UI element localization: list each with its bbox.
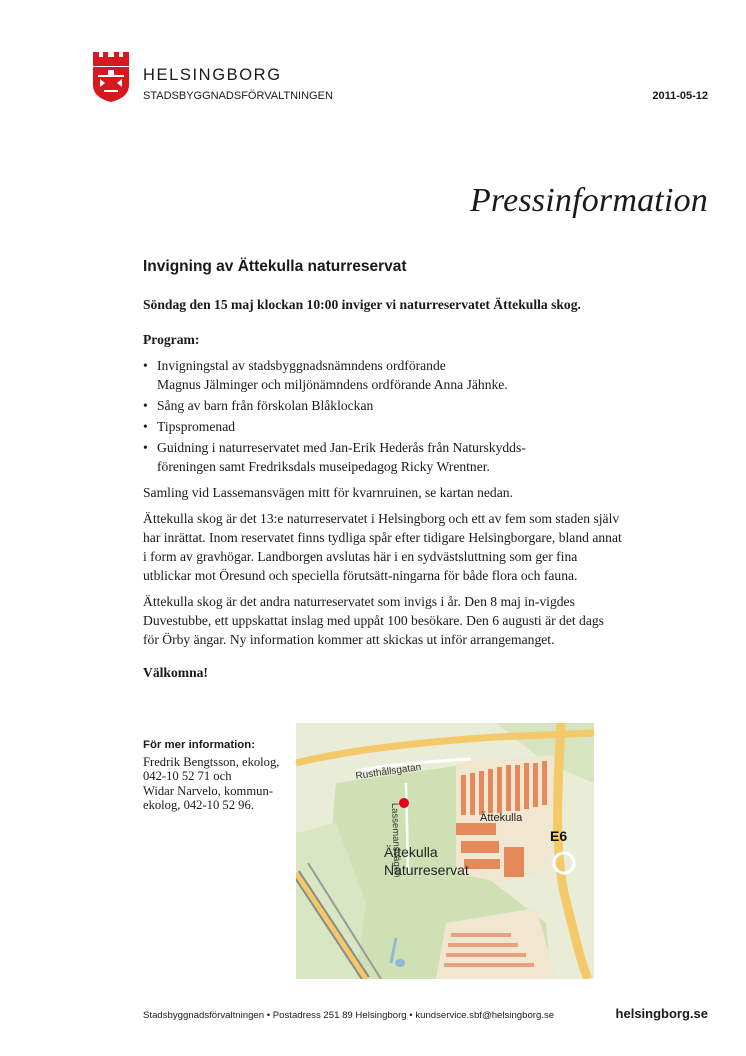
footer-website[interactable]: helsingborg.se <box>615 1006 708 1021</box>
map-label-district: Ättekulla <box>480 812 523 824</box>
contact-line: ekolog, 042-10 52 96. <box>143 798 254 813</box>
press-release-body <box>143 295 623 689</box>
list-item-line: föreningen samt Fredriksdals museipedagog Ricky Wrentner. <box>157 459 490 474</box>
lead-paragraph: Söndag den 15 maj klockan 10:00 inviger vi naturreservatet Ättekulla skog. <box>143 297 581 312</box>
map-label-road: E6 <box>550 828 568 844</box>
list-item-line: • Tipspromenad <box>157 419 236 434</box>
contact-line: 042-10 52 71 och <box>143 769 232 784</box>
paragraph-meeting-point: Samling vid Lassemansvägen mitt för kvarnruinen, se kartan nedan. <box>143 485 513 500</box>
list-item-line: • Sång av barn från förskolan Blåklockan <box>157 398 374 413</box>
welcome-text: Välkomna! <box>143 665 208 680</box>
list-item-line: Magnus Jälminger och miljönämndens ordförande Anna Jähnke. <box>157 377 508 392</box>
city-crest-icon <box>90 50 132 104</box>
headline: Invigning av Ättekulla naturreservat <box>143 258 407 275</box>
contact-info <box>143 738 293 813</box>
paragraph-other-reserves: Ättekulla skog är det andra naturreservatet som invigs i år. Den 8 maj in-vigdes Duvestubbe, ett uppskattat inslag med uppåt 100 besökare. Den 6 augusti är det dags för Örby ängar. Ny information kommer att skickas ut inför arrangemanget. <box>143 594 604 647</box>
list-item <box>143 396 623 415</box>
list-item <box>143 438 623 476</box>
program-label: Program: <box>143 332 200 347</box>
document-date: 2011-05-12 <box>652 90 708 102</box>
map-label-street: Rusthållsgatan <box>354 761 422 782</box>
footer-address: Stadsbyggnadsförvaltningen • Postadress 251 89 Helsingborg • kundservice.sbf@helsingborg.se <box>143 1010 555 1021</box>
department-name: STADSBYGGNADSFÖRVALTNINGEN <box>143 90 333 102</box>
contact-line: Widar Narvelo, kommun- <box>143 783 273 798</box>
program-list <box>143 356 623 476</box>
list-item <box>143 417 623 436</box>
list-item-line: • Guidning i naturreservatet med Jan-Erik Hederås från Naturskydds- <box>157 440 526 455</box>
list-item <box>143 356 623 394</box>
paragraph-about-reserve: Ättekulla skog är det 13:e naturreservatet i Helsingborg och ett av fem som staden själv har inrättat. Inom reservatet finns tydliga spår efter tidigare Helsingborgare, bland annat i form av gravhögar. Landborgen avslutas här i en sydvästsluttning som ger fina utblickar mot Öresund och speciella förutsätt-ningarna för både flora och fauna. <box>143 511 622 583</box>
list-item-line: • Invigningstal av stadsbyggnadsnämndens ordförande <box>157 358 446 373</box>
map-label-street: Lassemansvägen <box>389 802 403 878</box>
contact-heading: För mer information: <box>143 739 256 751</box>
document-title: Pressinformation <box>469 182 708 219</box>
organization-name: HELSINGBORG <box>143 66 282 84</box>
location-map <box>296 723 594 979</box>
map-label-reserve: Naturreservat <box>384 862 469 878</box>
map-label-reserve: Ättekulla <box>384 844 438 860</box>
contact-line: Fredrik Bengtsson, ekolog, <box>143 754 280 769</box>
